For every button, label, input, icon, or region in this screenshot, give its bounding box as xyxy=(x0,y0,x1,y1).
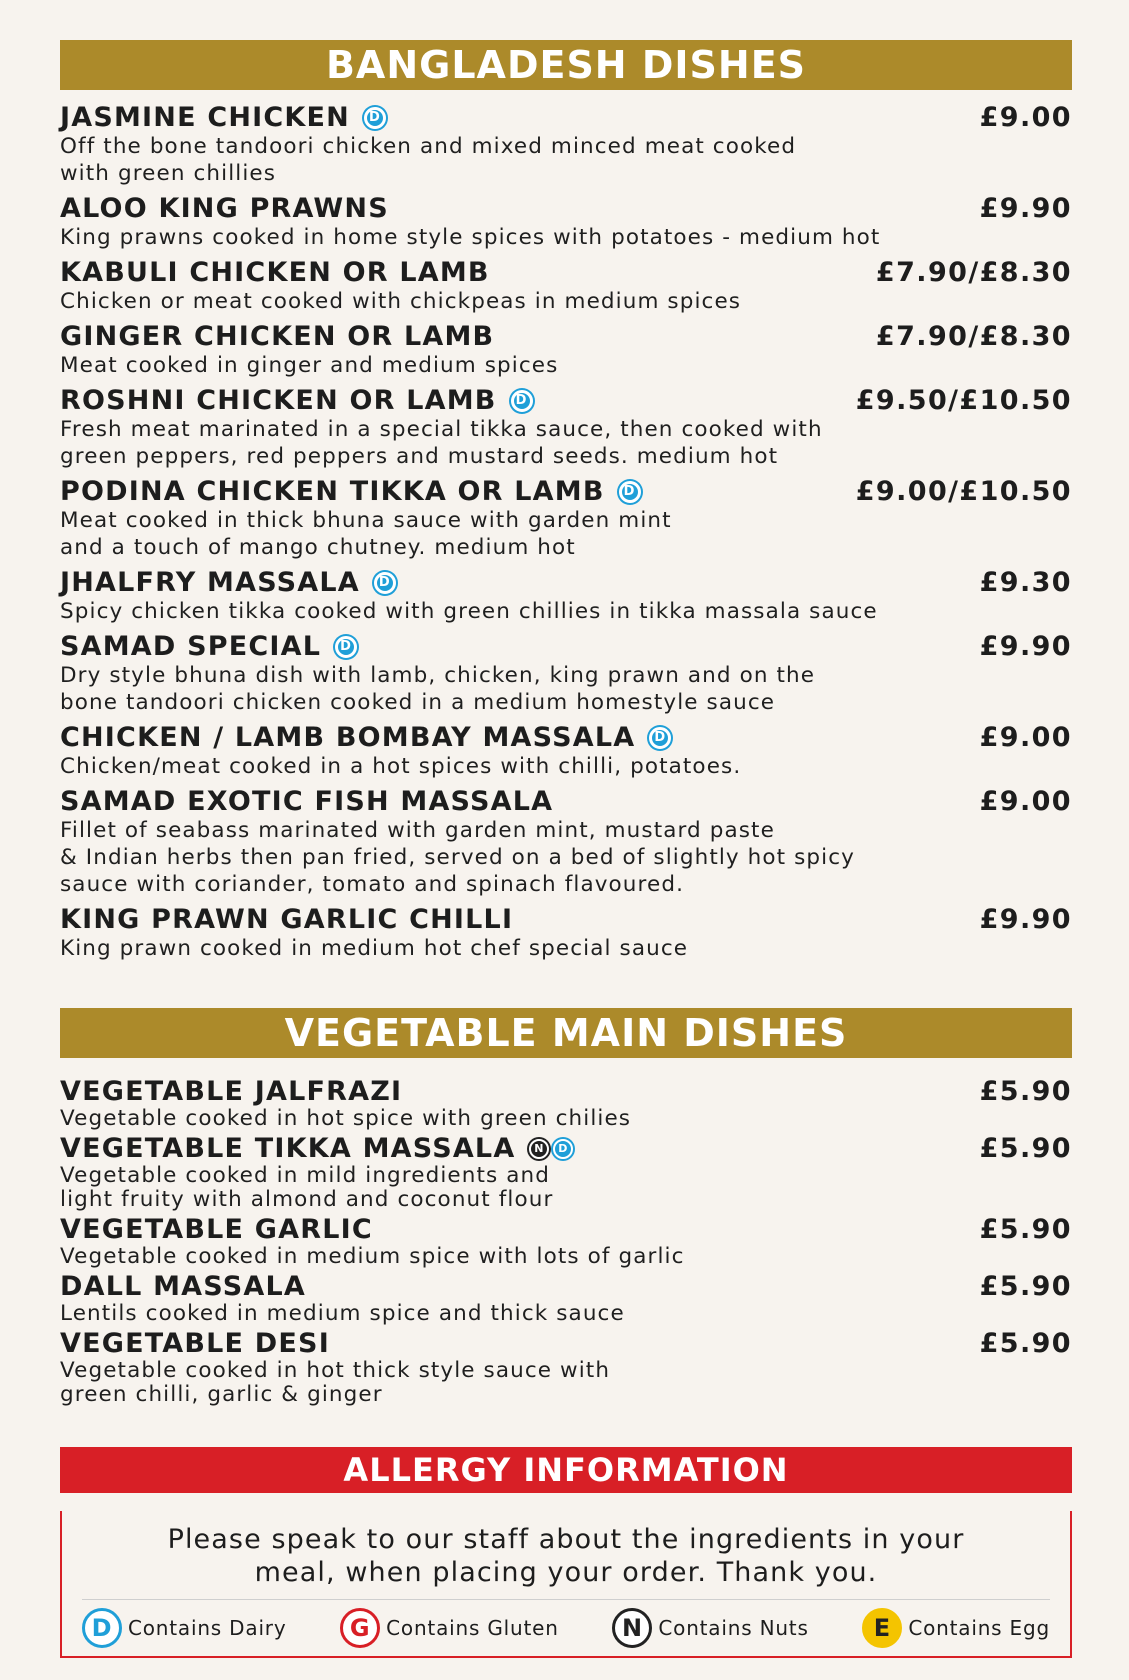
vegetable-dishes-header: VEGETABLE MAIN DISHES xyxy=(60,1008,1072,1058)
menu-item-header xyxy=(60,631,1072,662)
legend-item xyxy=(340,1608,559,1648)
menu-item xyxy=(60,631,1072,716)
menu-item-price: £7.90/£8.30 xyxy=(875,257,1072,288)
menu-item-name-text: KABULI CHICKEN OR LAMB xyxy=(60,257,490,288)
menu-item-name-text: DALL MASSALA xyxy=(60,1271,306,1302)
allergen-badges xyxy=(511,390,533,412)
menu-item-description: Chicken/meat cooked in a hot spices with chilli, potatoes. xyxy=(60,754,742,779)
allergen-legend xyxy=(82,1608,1050,1648)
menu-item-name xyxy=(60,1214,373,1245)
menu-item-name-text: JASMINE CHICKEN xyxy=(60,102,350,133)
menu-item xyxy=(60,904,1072,962)
legend-label: Contains Egg xyxy=(908,1616,1050,1640)
menu-item xyxy=(60,1076,1072,1131)
menu-item-price: £9.90 xyxy=(979,631,1072,662)
menu-item xyxy=(60,722,1072,780)
menu-item-name-text: PODINA CHICKEN TIKKA OR LAMB xyxy=(60,476,605,507)
menu-item xyxy=(60,786,1072,898)
menu-item-header xyxy=(60,476,1072,507)
menu-item-name xyxy=(60,1271,306,1302)
allergen-badges xyxy=(335,636,357,658)
menu-item-name xyxy=(60,102,386,133)
menu-item-header xyxy=(60,567,1072,598)
menu-item-name xyxy=(60,1328,330,1359)
menu-item xyxy=(60,567,1072,625)
menu-item-price: £9.50/£10.50 xyxy=(855,385,1072,416)
menu-item-price: £9.00/£10.50 xyxy=(855,476,1072,507)
menu-item-header xyxy=(60,1076,1072,1107)
menu-item-description: Fresh meat marinated in a special tikka sauce, then cooked with green peppers, red peppers and mustard seeds. medium hot xyxy=(60,417,823,469)
legend-label: Contains Nuts xyxy=(658,1616,809,1640)
menu-item-price: £5.90 xyxy=(979,1214,1072,1245)
menu-item-name-text: VEGETABLE GARLIC xyxy=(60,1214,373,1245)
bangladesh-dishes-header: BANGLADESH DISHES xyxy=(60,40,1072,90)
menu-item-name-text: VEGETABLE DESI xyxy=(60,1328,330,1359)
menu-item-name-text: ROSHNI CHICKEN OR LAMB xyxy=(60,385,497,416)
allergen-badges xyxy=(529,1139,573,1159)
vegetable-dishes-list xyxy=(60,1058,1072,1407)
dairy-icon: D xyxy=(82,1608,122,1648)
menu-item-name xyxy=(60,1076,402,1107)
menu-page xyxy=(60,40,1072,1658)
menu-item xyxy=(60,1328,1072,1407)
menu-item-name xyxy=(60,786,553,817)
menu-item-name-text: VEGETABLE TIKKA MASSALA xyxy=(60,1133,516,1164)
menu-item-description: Lentils cooked in medium spice and thick sauce xyxy=(60,1301,625,1326)
menu-item-name-text: CHICKEN / LAMB BOMBAY MASSALA xyxy=(60,722,636,753)
allergy-info-box xyxy=(60,1511,1072,1658)
menu-item-name xyxy=(60,476,641,507)
menu-item-header xyxy=(60,1271,1072,1302)
allergen-badges xyxy=(374,572,396,594)
menu-item-header xyxy=(60,1328,1072,1359)
menu-item-name-text: KING PRAWN GARLIC CHILLI xyxy=(60,904,514,935)
bangladesh-dishes-list xyxy=(60,90,1072,962)
gluten-icon: G xyxy=(340,1608,380,1648)
menu-item-name-text: ALOO KING PRAWNS xyxy=(60,193,389,224)
dairy-badge-icon: D xyxy=(374,572,396,594)
allergen-badges xyxy=(619,481,641,503)
menu-item-description: Dry style bhuna dish with lamb, chicken, king prawn and on the bone tandoori chicken cooked in a medium homestyle sauce xyxy=(60,663,816,715)
menu-item-price: £9.30 xyxy=(979,567,1072,598)
menu-item-name xyxy=(60,904,513,935)
menu-item-header xyxy=(60,385,1072,416)
menu-item-header xyxy=(60,257,1072,288)
menu-item-name xyxy=(60,385,533,416)
menu-item-price: £9.90 xyxy=(979,904,1072,935)
menu-item xyxy=(60,385,1072,470)
menu-item-name xyxy=(60,722,671,753)
menu-item-description: Vegetable cooked in hot spice with green chilies xyxy=(60,1106,632,1131)
menu-item-name-text: SAMAD SPECIAL xyxy=(60,631,322,662)
menu-item-name-text: VEGETABLE JALFRAZI xyxy=(60,1076,403,1107)
allergen-badges xyxy=(649,727,671,749)
menu-item-header xyxy=(60,102,1072,133)
allergy-information-header: ALLERGY INFORMATION xyxy=(60,1447,1072,1493)
menu-item-header xyxy=(60,904,1072,935)
menu-item-name xyxy=(60,193,389,224)
dairy-badge-icon: D xyxy=(553,1139,573,1159)
menu-item-name xyxy=(60,567,396,598)
menu-item-header xyxy=(60,193,1072,224)
menu-item-price: £9.90 xyxy=(979,193,1072,224)
menu-item-description: Meat cooked in thick bhuna sauce with garden mint and a touch of mango chutney. medium hot xyxy=(60,508,672,560)
menu-item-description: King prawns cooked in home style spices with potatoes - medium hot xyxy=(60,225,881,250)
menu-item-name-text: SAMAD EXOTIC FISH MASSALA xyxy=(60,786,554,817)
menu-item xyxy=(60,102,1072,187)
legend-label: Contains Gluten xyxy=(386,1616,559,1640)
legend-item xyxy=(862,1608,1050,1648)
menu-item-name-text: GINGER CHICKEN OR LAMB xyxy=(60,321,495,352)
menu-item-name xyxy=(60,631,357,662)
allergy-divider xyxy=(82,1599,1050,1600)
menu-item-description: King prawn cooked in medium hot chef special sauce xyxy=(60,936,689,961)
menu-item-description: Fillet of seabass marinated with garden mint, mustard paste & Indian herbs then pan fried, served on a bed of slightly hot spicy sauce with coriander, tomato and spinach flavoured. xyxy=(60,818,855,897)
dairy-badge-icon: D xyxy=(511,390,533,412)
menu-item-description: Off the bone tandoori chicken and mixed minced meat cooked with green chillies xyxy=(60,134,797,186)
menu-item-price: £5.90 xyxy=(979,1271,1072,1302)
allergy-text-line-2: meal, when placing your order. Thank you. xyxy=(254,1557,878,1588)
menu-item-header xyxy=(60,321,1072,352)
legend-label: Contains Dairy xyxy=(128,1616,287,1640)
menu-item xyxy=(60,1133,1072,1212)
menu-item-description: Vegetable cooked in medium spice with lots of garlic xyxy=(60,1244,685,1269)
menu-item xyxy=(60,321,1072,379)
allergy-text-line-1: Please speak to our staff about the ingredients in your xyxy=(167,1524,965,1555)
menu-item xyxy=(60,257,1072,315)
menu-item-header xyxy=(60,1214,1072,1245)
menu-item-price: £7.90/£8.30 xyxy=(875,321,1072,352)
menu-item-price: £5.90 xyxy=(979,1328,1072,1359)
menu-item xyxy=(60,476,1072,561)
menu-item-price: £5.90 xyxy=(979,1076,1072,1107)
menu-item-name xyxy=(60,321,494,352)
egg-icon: E xyxy=(862,1608,902,1648)
menu-item-name xyxy=(60,1133,573,1164)
legend-item xyxy=(612,1608,808,1648)
dairy-badge-icon: D xyxy=(335,636,357,658)
dairy-badge-icon: D xyxy=(619,481,641,503)
menu-item-header xyxy=(60,722,1072,753)
menu-item-name xyxy=(60,257,490,288)
dairy-badge-icon: D xyxy=(649,727,671,749)
menu-item-price: £9.00 xyxy=(979,102,1072,133)
menu-item-description: Vegetable cooked in hot thick style sauce with green chilli, garlic & ginger xyxy=(60,1358,611,1407)
nuts-badge-icon: N xyxy=(529,1139,549,1159)
menu-item-description: Meat cooked in ginger and medium spices xyxy=(60,353,559,378)
menu-item-price: £9.00 xyxy=(979,786,1072,817)
dairy-badge-icon: D xyxy=(364,107,386,129)
menu-item-price: £5.90 xyxy=(979,1133,1072,1164)
menu-item-header xyxy=(60,786,1072,817)
menu-item-price: £9.00 xyxy=(979,722,1072,753)
allergen-badges xyxy=(364,107,386,129)
legend-item xyxy=(82,1608,286,1648)
menu-item-header xyxy=(60,1133,1072,1164)
menu-item-description: Chicken or meat cooked with chickpeas in medium spices xyxy=(60,289,742,314)
menu-item xyxy=(60,1271,1072,1326)
menu-item xyxy=(60,193,1072,251)
menu-item-name-text: JHALFRY MASSALA xyxy=(60,567,360,598)
menu-item xyxy=(60,1214,1072,1269)
nuts-icon: N xyxy=(612,1608,652,1648)
menu-item-description: Spicy chicken tikka cooked with green chillies in tikka massala sauce xyxy=(60,599,878,624)
menu-item-description: Vegetable cooked in mild ingredients and light fruity with almond and coconut flour xyxy=(60,1163,554,1212)
